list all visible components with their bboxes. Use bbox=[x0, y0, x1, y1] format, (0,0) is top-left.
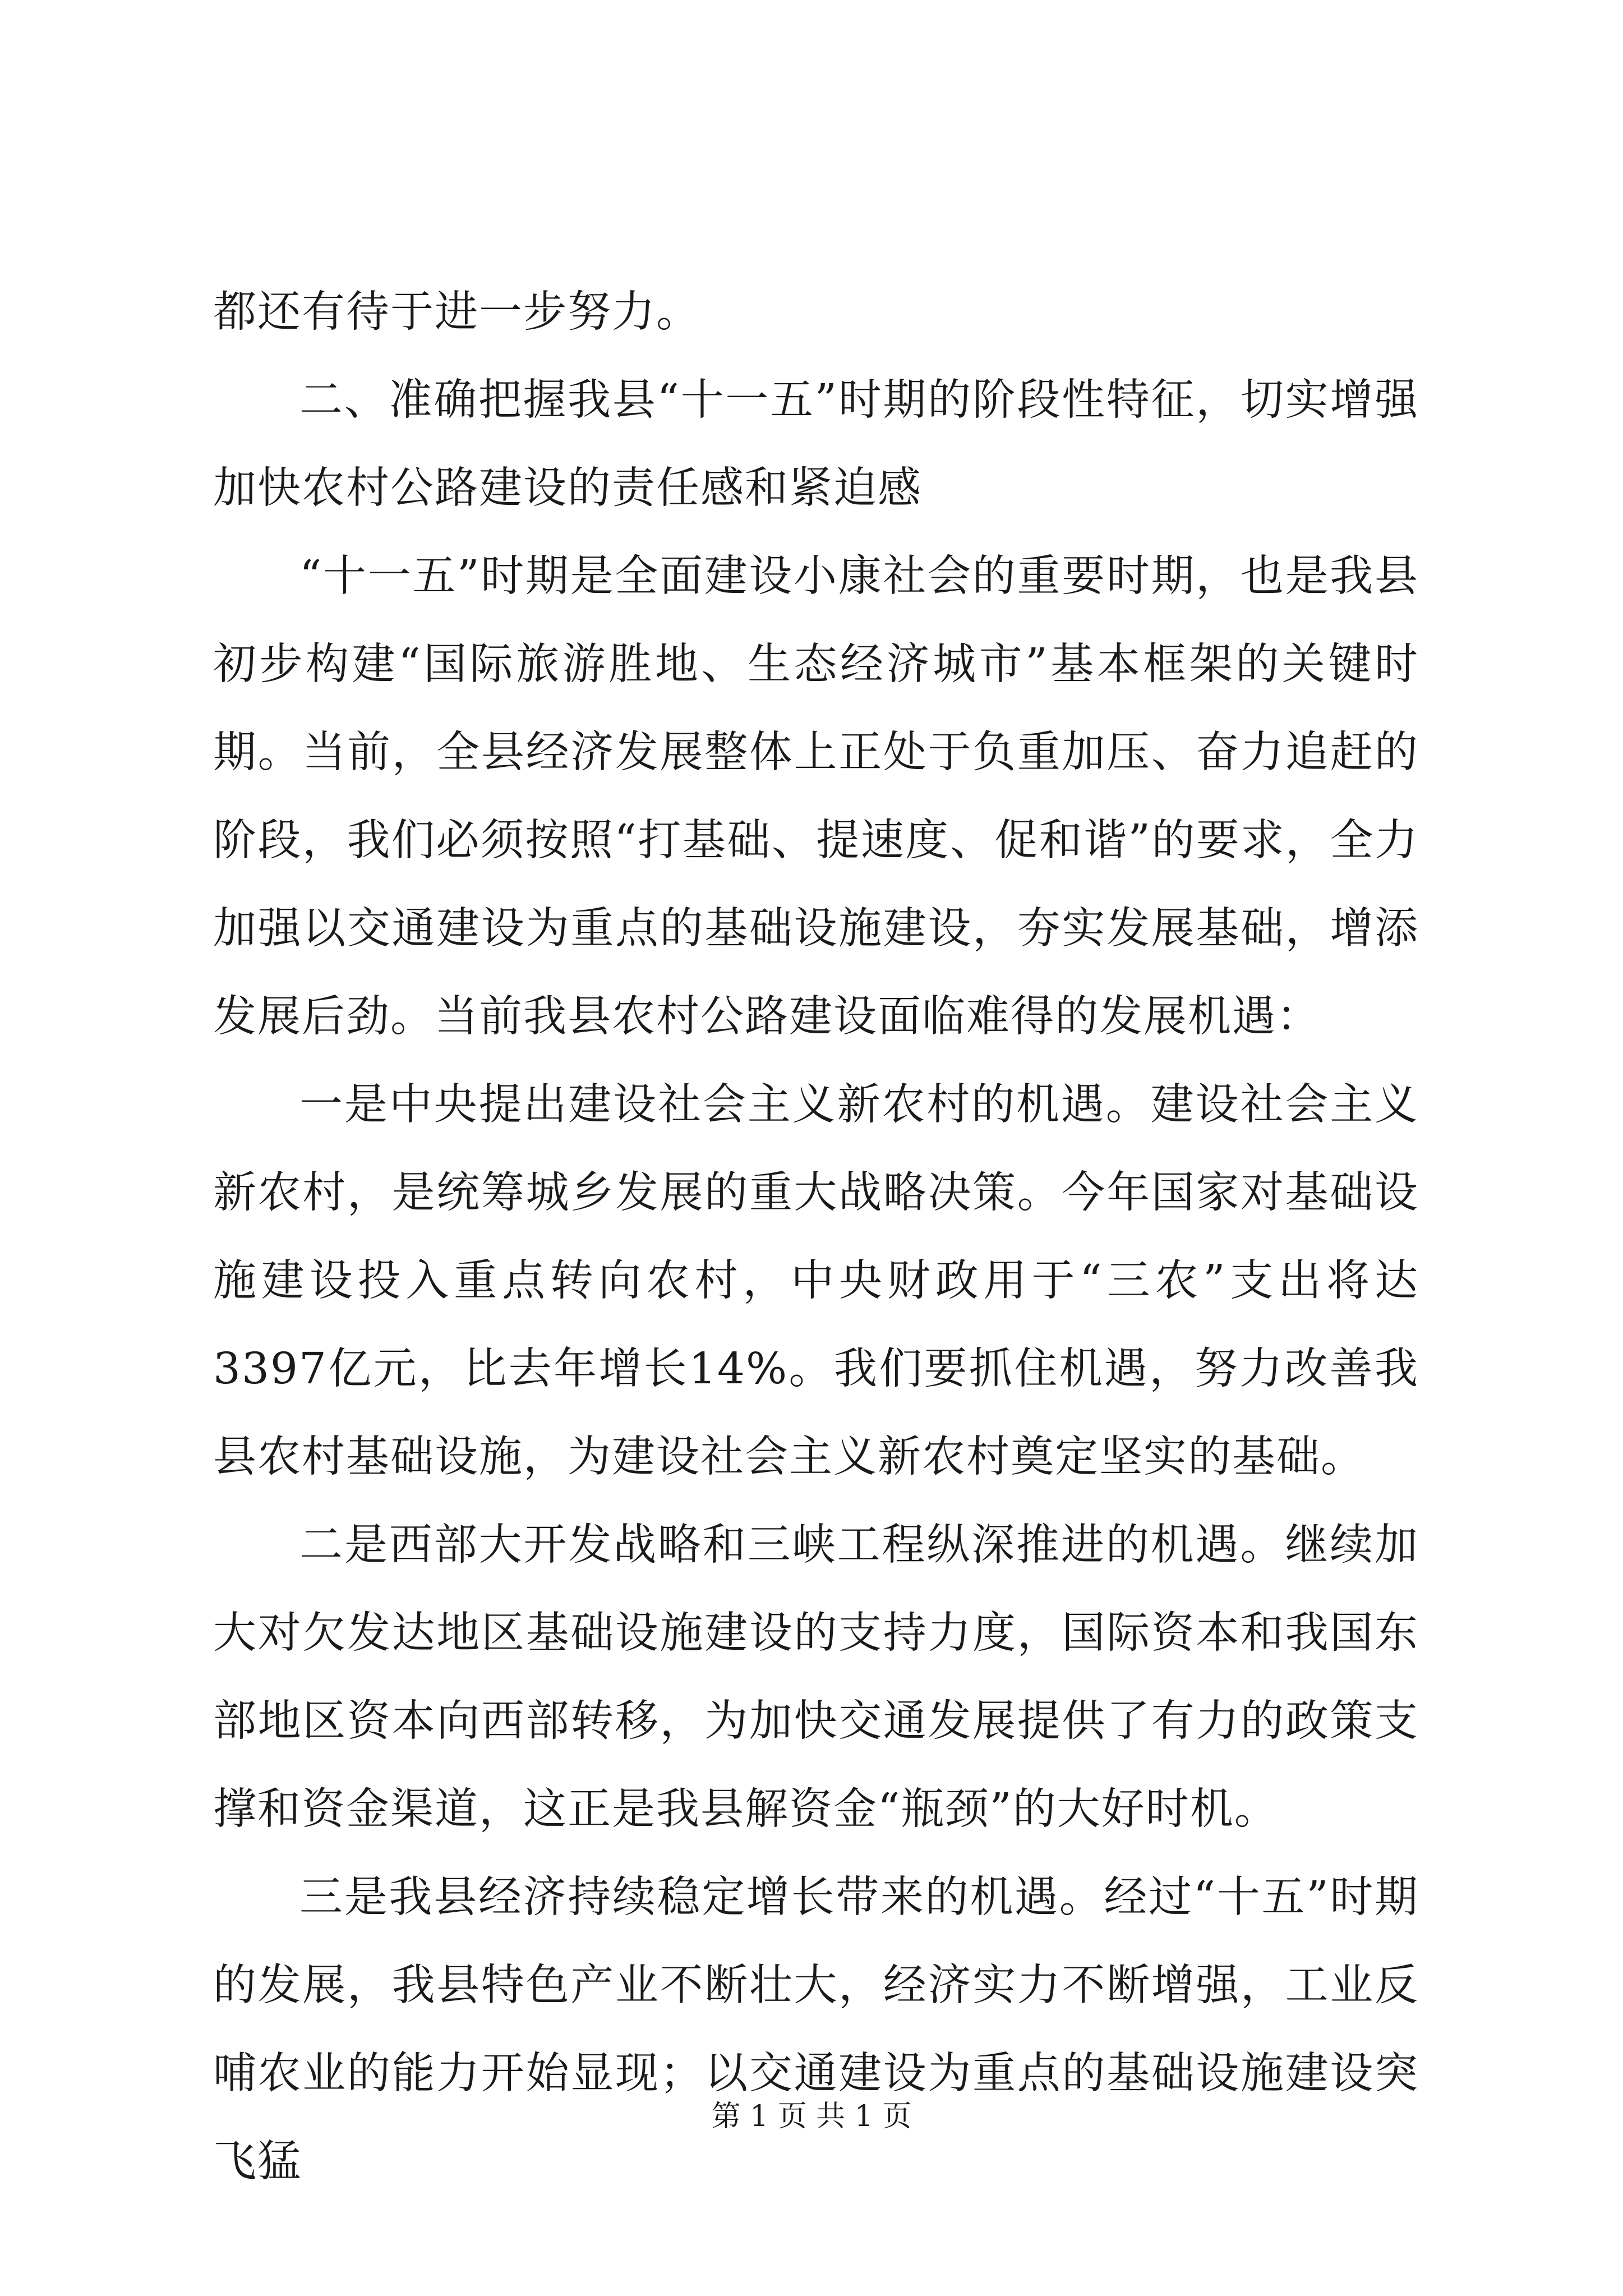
paragraph-6: 三是我县经济持续稳定增长带来的机遇。经过“十五”时期的发展，我县特色产业不断壮大，经济实力不断增强，工业反哺农业的能力开始显现；以交通建设为重点的基础设施建设突飞猛 bbox=[213, 1872, 1419, 2187]
page-footer: 第 1 页 共 1 页 bbox=[711, 2100, 912, 2133]
document-body bbox=[213, 268, 1419, 2206]
paragraph-1: 都还有待于进一步努力。 bbox=[213, 287, 700, 337]
paragraph-5: 二是西部大开发战略和三峡工程纵深推进的机遇。继续加大对欠发达地区基础设施建设的支持力度，国际资本和我国东部地区资本向西部转移，为加快交通发展提供了有力的政策支撑和资金渠道，这正是我县解资金“瓶颈”的大好时机。 bbox=[213, 1520, 1419, 1834]
paragraph-4: 一是中央提出建设社会主义新农村的机遇。建设社会主义新农村，是统筹城乡发展的重大战略决策。今年国家对基础设施建设投入重点转向农村，中央财政用于“三农”支出将达3397亿元，比去年增长14%。我们要抓住机遇，努力改善我县农村基础设施，为建设社会主义新农村奠定坚实的基础。 bbox=[213, 1080, 1419, 1482]
paragraph-2-heading: 二、准确把握我县“十一五”时期的阶段性特征，切实增强加快农村公路建设的责任感和紧迫感 bbox=[213, 375, 1419, 513]
paragraph-3: “十一五”时期是全面建设小康社会的重要时期，也是我县初步构建“国际旅游胜地、生态经济城市”基本框架的关键时期。当前，全县经济发展整体上正处于负重加压、奋力追赶的阶段，我们必须按照“打基础、提速度、促和谐”的要求，全力加强以交通建设为重点的基础设施建设，夯实发展基础，增添发展后劲。当前我县农村公路建设面临难得的发展机遇： bbox=[213, 551, 1419, 1042]
